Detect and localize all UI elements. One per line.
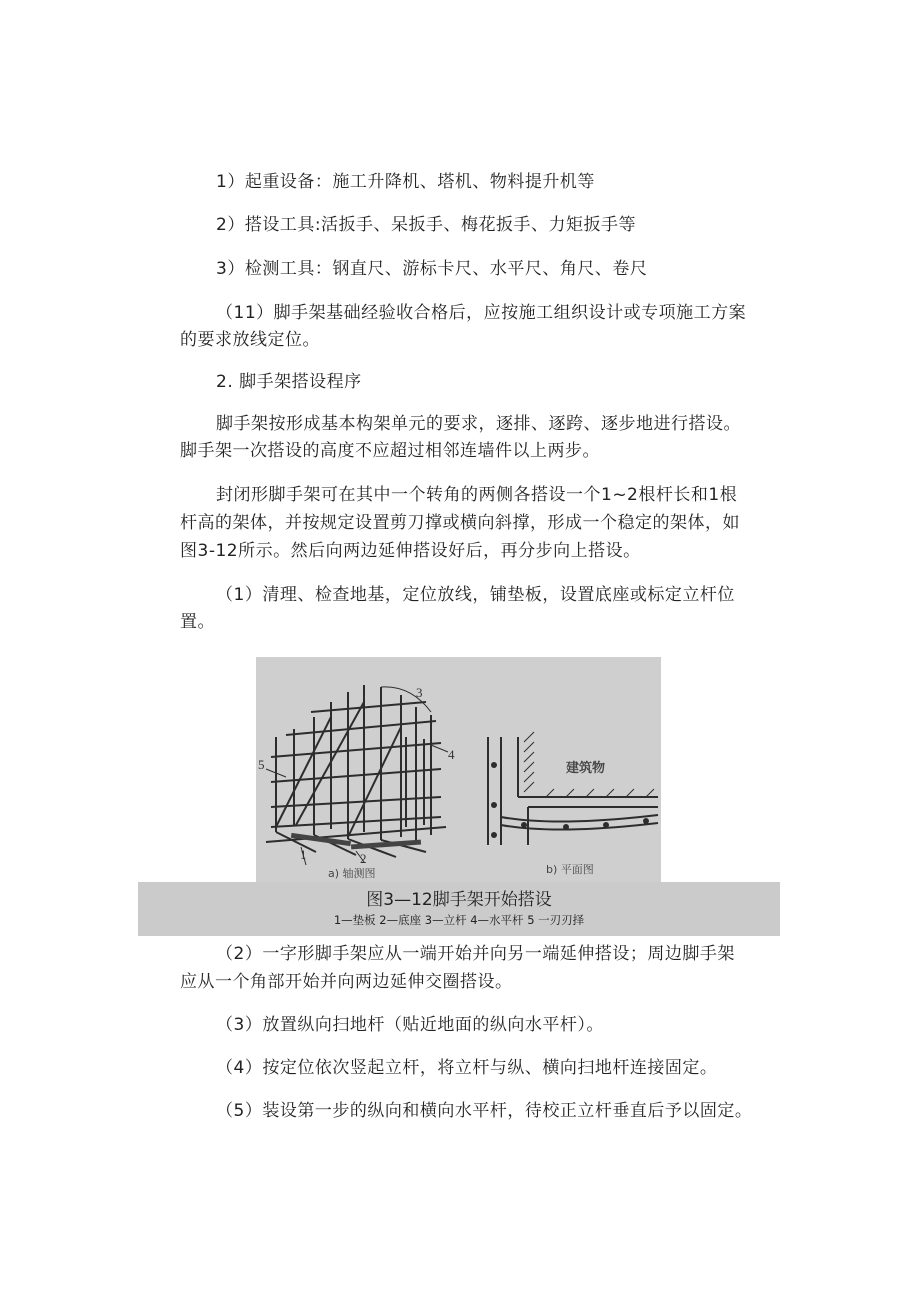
paragraph-procedure-line2: 脚手架一次搭设的高度不应超过相邻连墙件以上两步。 [180,441,600,461]
list-item-lifting-equipment: 1）起重设备：施工升降机、塔机、物料提升机等 [216,172,595,192]
label-5: 5 [258,757,265,772]
paragraph-11-line2: 的要求放线定位。 [180,330,320,350]
step-2-line2: 应从一个角部开始并向两边延伸交圈搭设。 [180,972,513,992]
step-4: （4）按定位依次竖起立杆，将立杆与纵、横向扫地杆连接固定。 [216,1058,718,1078]
paragraph-procedure-line1: 脚手架按形成基本构架单元的要求，逐排、逐跨、逐步地进行搭设。 [216,414,741,434]
section-heading: 2. 脚手架搭设程序 [216,372,362,392]
figure-caption [138,882,780,936]
label-4: 4 [448,747,455,762]
building-label: 建筑物 [566,761,606,776]
label-3: 3 [416,685,423,700]
paragraph-closed-line2: 杆高的架体，并按规定设置剪刀撑或横向斜撑，形成一个稳定的架体，如 [180,513,740,533]
caption-legend: 1—垫板 2—底座 3—立杆 4—水平杆 5 一刃刃择 [333,913,585,927]
paragraph-closed-line3: 图3-12所示。然后向两边延伸搭设好后，再分步向上搭设。 [180,541,641,561]
step-2-line1: （2）一字形脚手架应从一端开始并向另一端延伸搭设；周边脚手架 [216,944,735,964]
list-item-erection-tools: 2）搭设工具:活扳手、呆扳手、梅花扳手、力矩扳手等 [216,215,637,235]
step-1-line2: 置。 [180,612,215,632]
label-1: 1 [300,847,307,862]
step-1-line1: （1）清理、检查地基，定位放线，铺垫板，设置底座或标定立杆位 [216,585,735,605]
label-2: 2 [360,851,367,866]
subcaption-plan: b) 平面图 [546,863,594,876]
list-item-measuring-tools: 3）检测工具：钢直尺、游标卡尺、水平尺、角尺、卷尺 [216,259,648,279]
step-5: （5）装设第一步的纵向和横向水平杆，待校正立杆垂直后予以固定。 [216,1101,753,1121]
step-3: （3）放置纵向扫地杆（贴近地面的纵向水平杆）。 [216,1015,604,1035]
scaffold-figure [256,657,661,885]
caption-title: 图3—12脚手架开始搭设 [366,890,552,910]
paragraph-closed-line1: 封闭形脚手架可在其中一个转角的两侧各搭设一个1~2根杆长和1根 [216,485,738,505]
paragraph-11-line1: （11）脚手架基础经验收合格后，应按施工组织设计或专项施工方案 [216,303,747,323]
subcaption-axonometric: a) 轴测图 [328,867,376,880]
